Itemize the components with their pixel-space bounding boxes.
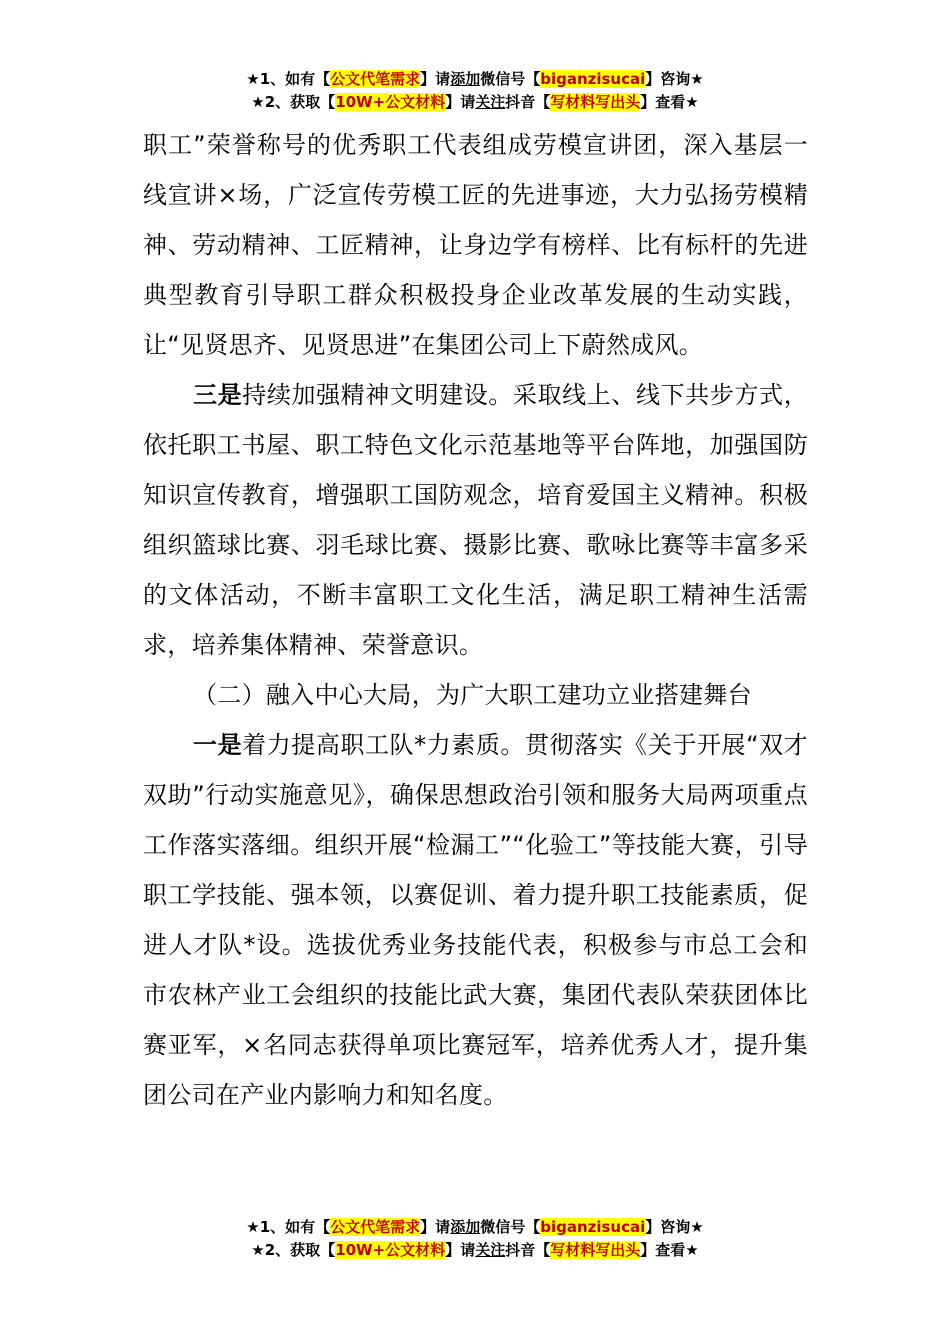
promo-text: ★2、获取【 <box>251 1241 336 1259</box>
promo-banner-bottom <box>0 1216 950 1262</box>
paragraph-3-lead: 一是 <box>193 731 243 759</box>
promo-underline: 关注 <box>475 1241 506 1259</box>
promo-text: ★2、获取【 <box>251 93 336 111</box>
promo-text: 抖音【 <box>505 1241 551 1259</box>
promo-text: 】查看★ <box>640 1241 699 1259</box>
promo-text: 微信号【 <box>480 70 541 88</box>
promo-highlight: 写材料写出头 <box>550 1241 641 1259</box>
promo-line-2 <box>0 91 950 114</box>
paragraph-3 <box>143 720 808 1120</box>
promo-text: 微信号【 <box>480 1218 541 1236</box>
promo-line-1 <box>0 1216 950 1239</box>
promo-text: ★1、如有【 <box>246 70 331 88</box>
promo-text: 】请 <box>445 1241 476 1259</box>
paragraph-2 <box>143 370 808 670</box>
promo-highlight: biganzisucai <box>540 70 646 88</box>
promo-text: 】咨询★ <box>645 70 704 88</box>
promo-text: ★1、如有【 <box>246 1218 331 1236</box>
promo-text: 】请 <box>420 1218 451 1236</box>
paragraph-3-text: 着力提高职工队*力素质。贯彻落实《关于开展“双才双助”行动实施意见》，确保思想政治引领和服务大局两项重点工作落实落细。组织开展“检漏工”“化验工”等技能大赛，引导职工学技能、强本领，以赛促训、着力提升职工技能素质，促进人才队*设。选拔优秀业务技能代表，积极参与市总工会和市农林产业工会组织的技能比武大赛，集团代表队荣获团体比赛亚军，×名同志获得单项比赛冠军，培养优秀人才，提升集团公司在产业内影响力和知名度。 <box>143 731 808 1109</box>
promo-highlight: biganzisucai <box>540 1218 646 1236</box>
promo-underline: 关注 <box>475 93 506 111</box>
promo-line-2 <box>0 1239 950 1262</box>
promo-highlight: 10W+公文材料 <box>335 1241 446 1259</box>
promo-underline: 添加 <box>450 70 481 88</box>
promo-text: 】请 <box>420 70 451 88</box>
promo-line-1 <box>0 68 950 91</box>
section-heading: （二）融入中心大局，为广大职工建功立业搭建舞台 <box>193 681 752 709</box>
promo-banner-top <box>0 68 950 114</box>
document-body <box>143 120 808 1120</box>
paragraph-1: 职工”荣誉称号的优秀职工代表组成劳模宣讲团，深入基层一线宣讲×场，广泛宣传劳模工匠的先进事迹，大力弘扬劳模精神、劳动精神、工匠精神，让身边学有榜样、比有标杆的先进典型教育引导职工群众积极投身企业改革发展的生动实践，让“见贤思齐、见贤思进”在集团公司上下蔚然成风。 <box>143 131 809 359</box>
promo-highlight: 写材料写出头 <box>550 93 641 111</box>
promo-text: 】查看★ <box>640 93 699 111</box>
promo-text: 】咨询★ <box>645 1218 704 1236</box>
promo-highlight: 公文代笔需求 <box>330 70 421 88</box>
promo-text: 】请 <box>445 93 476 111</box>
promo-underline: 添加 <box>450 1218 481 1236</box>
paragraph-2-lead: 三是 <box>193 381 243 409</box>
promo-highlight: 公文代笔需求 <box>330 1218 421 1236</box>
paragraph-2-text: 持续加强精神文明建设。采取线上、线下共步方式，依托职工书屋、职工特色文化示范基地等平台阵地，加强国防知识宣传教育，增强职工国防观念，培育爱国主义精神。积极组织篮球比赛、羽毛球比赛、摄影比赛、歌咏比赛等丰富多采的文体活动，不断丰富职工文化生活，满足职工精神生活需求，培养集体精神、荣誉意识。 <box>143 381 808 659</box>
promo-highlight: 10W+公文材料 <box>335 93 446 111</box>
promo-text: 抖音【 <box>505 93 551 111</box>
